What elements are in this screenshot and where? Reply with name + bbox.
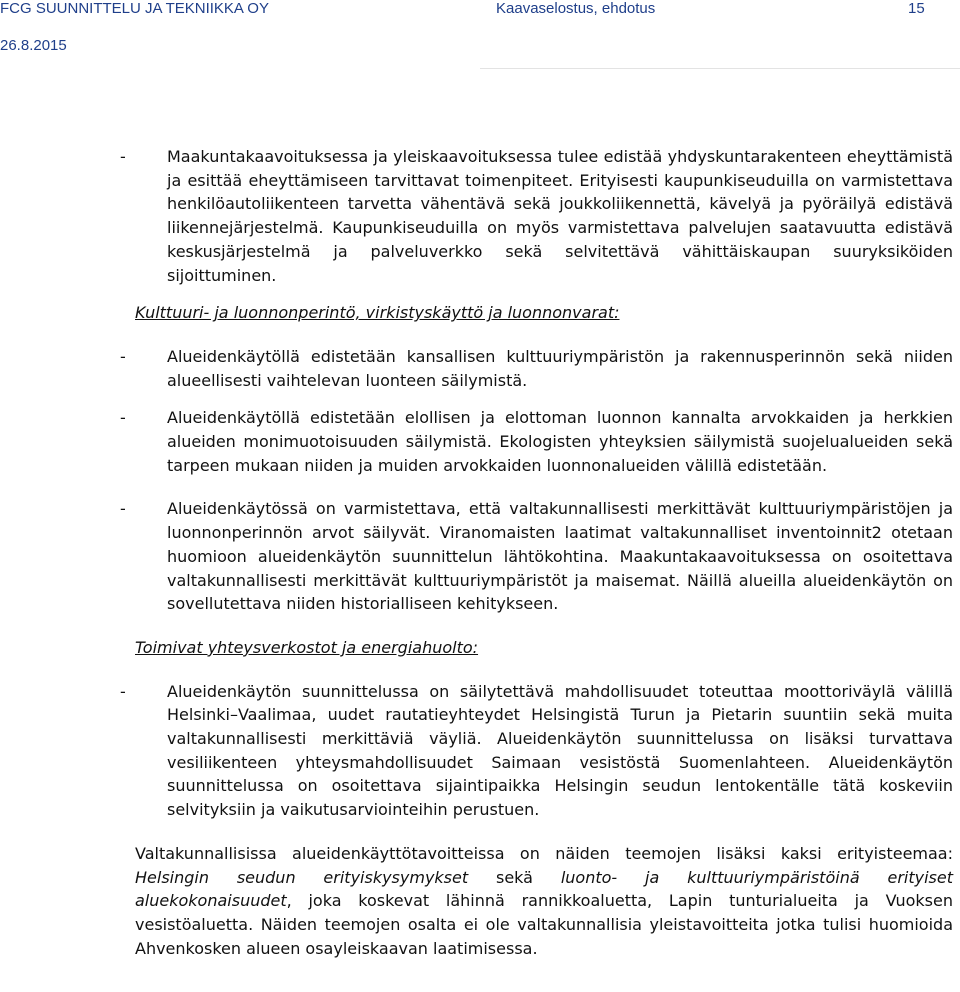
section-heading: Kulttuuri- ja luonnonperintö, virkistyskäyttö ja luonnonvarat: [135,303,620,323]
list-item: - Maakuntakaavoituksessa ja yleiskaavoituksessa tulee edistää yhdyskuntarakenteen eheyttämistä ja esittää eheyttämiseen tarvittavat toimenpiteet. Erityisesti kaupunkiseuduilla on varmistettava henkilöautoliikenteen tarvetta vähentävä sekä joukkoliikennettä, kävelyä ja pyöräilyä edistävä liikennejärjestelmä. Kaupunkiseuduilla on myös varmistettava palvelujen saatavuutta edistävä keskusjärjestelmä ja palveluverkko sekä selvitettävä vähittäiskaupan suuryksiköiden sijoittuminen. [120,147,953,285]
header-doc-type: Kaavaselostus, ehdotus [496,0,656,17]
bullet-dash: - [120,346,126,366]
header-divider [480,68,960,69]
bullet-dash: - [120,499,126,519]
list-item: - Alueidenkäytöllä edistetään kansallisen kulttuuriympäristön ja rakennusperinnön sekä niiden alueellisesti vaihtelevan luonteen säilymistä. [120,346,953,390]
bullet-dash: - [120,681,126,701]
header-date: 26.8.2015 [0,37,67,54]
list-item: - Alueidenkäytöllä edistetään elollisen ja elottoman luonnon kannalta arvokkaiden ja herkkien alueiden monimuotoisuuden säilymistä. Ekologisten yhteyksien säilymistä suojelualueiden sekä tarpeen mukaan niiden ja muiden arvokkaiden luonnonalueiden välillä edistetään. [120,408,953,475]
page-header [0,0,960,54]
header-org: FCG SUUNNITTELU JA TEKNIIKKA OY [0,0,269,17]
list-item: - Alueidenkäytön suunnittelussa on säilytettävä mahdollisuudet toteuttaa moottoriväylä välillä Helsinki–Vaalimaa, uudet rautatieyhteydet Helsingistä Turun ja Pietarin suuntiin sekä muita valtakunnallisesti merkittäviä väyliä. Alueidenkäytön suunnittelussa on lisäksi turvattava vesiliikenteen yhteysmahdollisuudet Saimaan vesistöstä Suomenlahteen. Alueidenkäytön suunnittelussa on osoitettava sijaintipaikka Helsingin seudun lentokentälle tätä koskeviin selvityksiin ja vaikutusarviointeihin perustuen. [120,681,953,820]
body-paragraph: Valtakunnallisissa alueidenkäyttötavoitteissa on näiden teemojen lisäksi kaksi erityisteemaa: Helsingin seudun erityiskysymykset sekä luonto- ja kulttuuriympäristöinä erityiset aluekokonaisuudet, joka koskevat lähinnä rannikkoaluetta, Lapin tunturialueita ja Vuoksen vesistöaluetta. Näiden teemojen osalta ei ole valtakunnallisia yleistavoitteita jotka tulisi huomioida Ahvenkosken alueen osayleiskaavan laatimisessa. [135,843,953,958]
bullet-dash: - [120,147,126,166]
bullet-dash: - [120,408,126,428]
document-body [120,145,953,960]
header-page-number: 15 [908,0,925,17]
section-heading: Toimivat yhteysverkostot ja energiahuolto: [135,637,479,657]
list-item: - Alueidenkäytössä on varmistettava, että valtakunnallisesti merkittävät kulttuuriympäristöjen ja luonnonperinnön arvot säilyvät. Viranomaisten laatimat valtakunnalliset inventoinnit2 otetaan huomioon alueidenkäytön suunnittelun lähtökohtina. Maakuntakaavoituksessa on osoitettava valtakunnallisesti merkittävät kulttuuriympäristöt ja maisemat. Näillä alueilla alueidenkäytön on sovellutettava niiden historialliseen kehitykseen. [120,499,953,614]
